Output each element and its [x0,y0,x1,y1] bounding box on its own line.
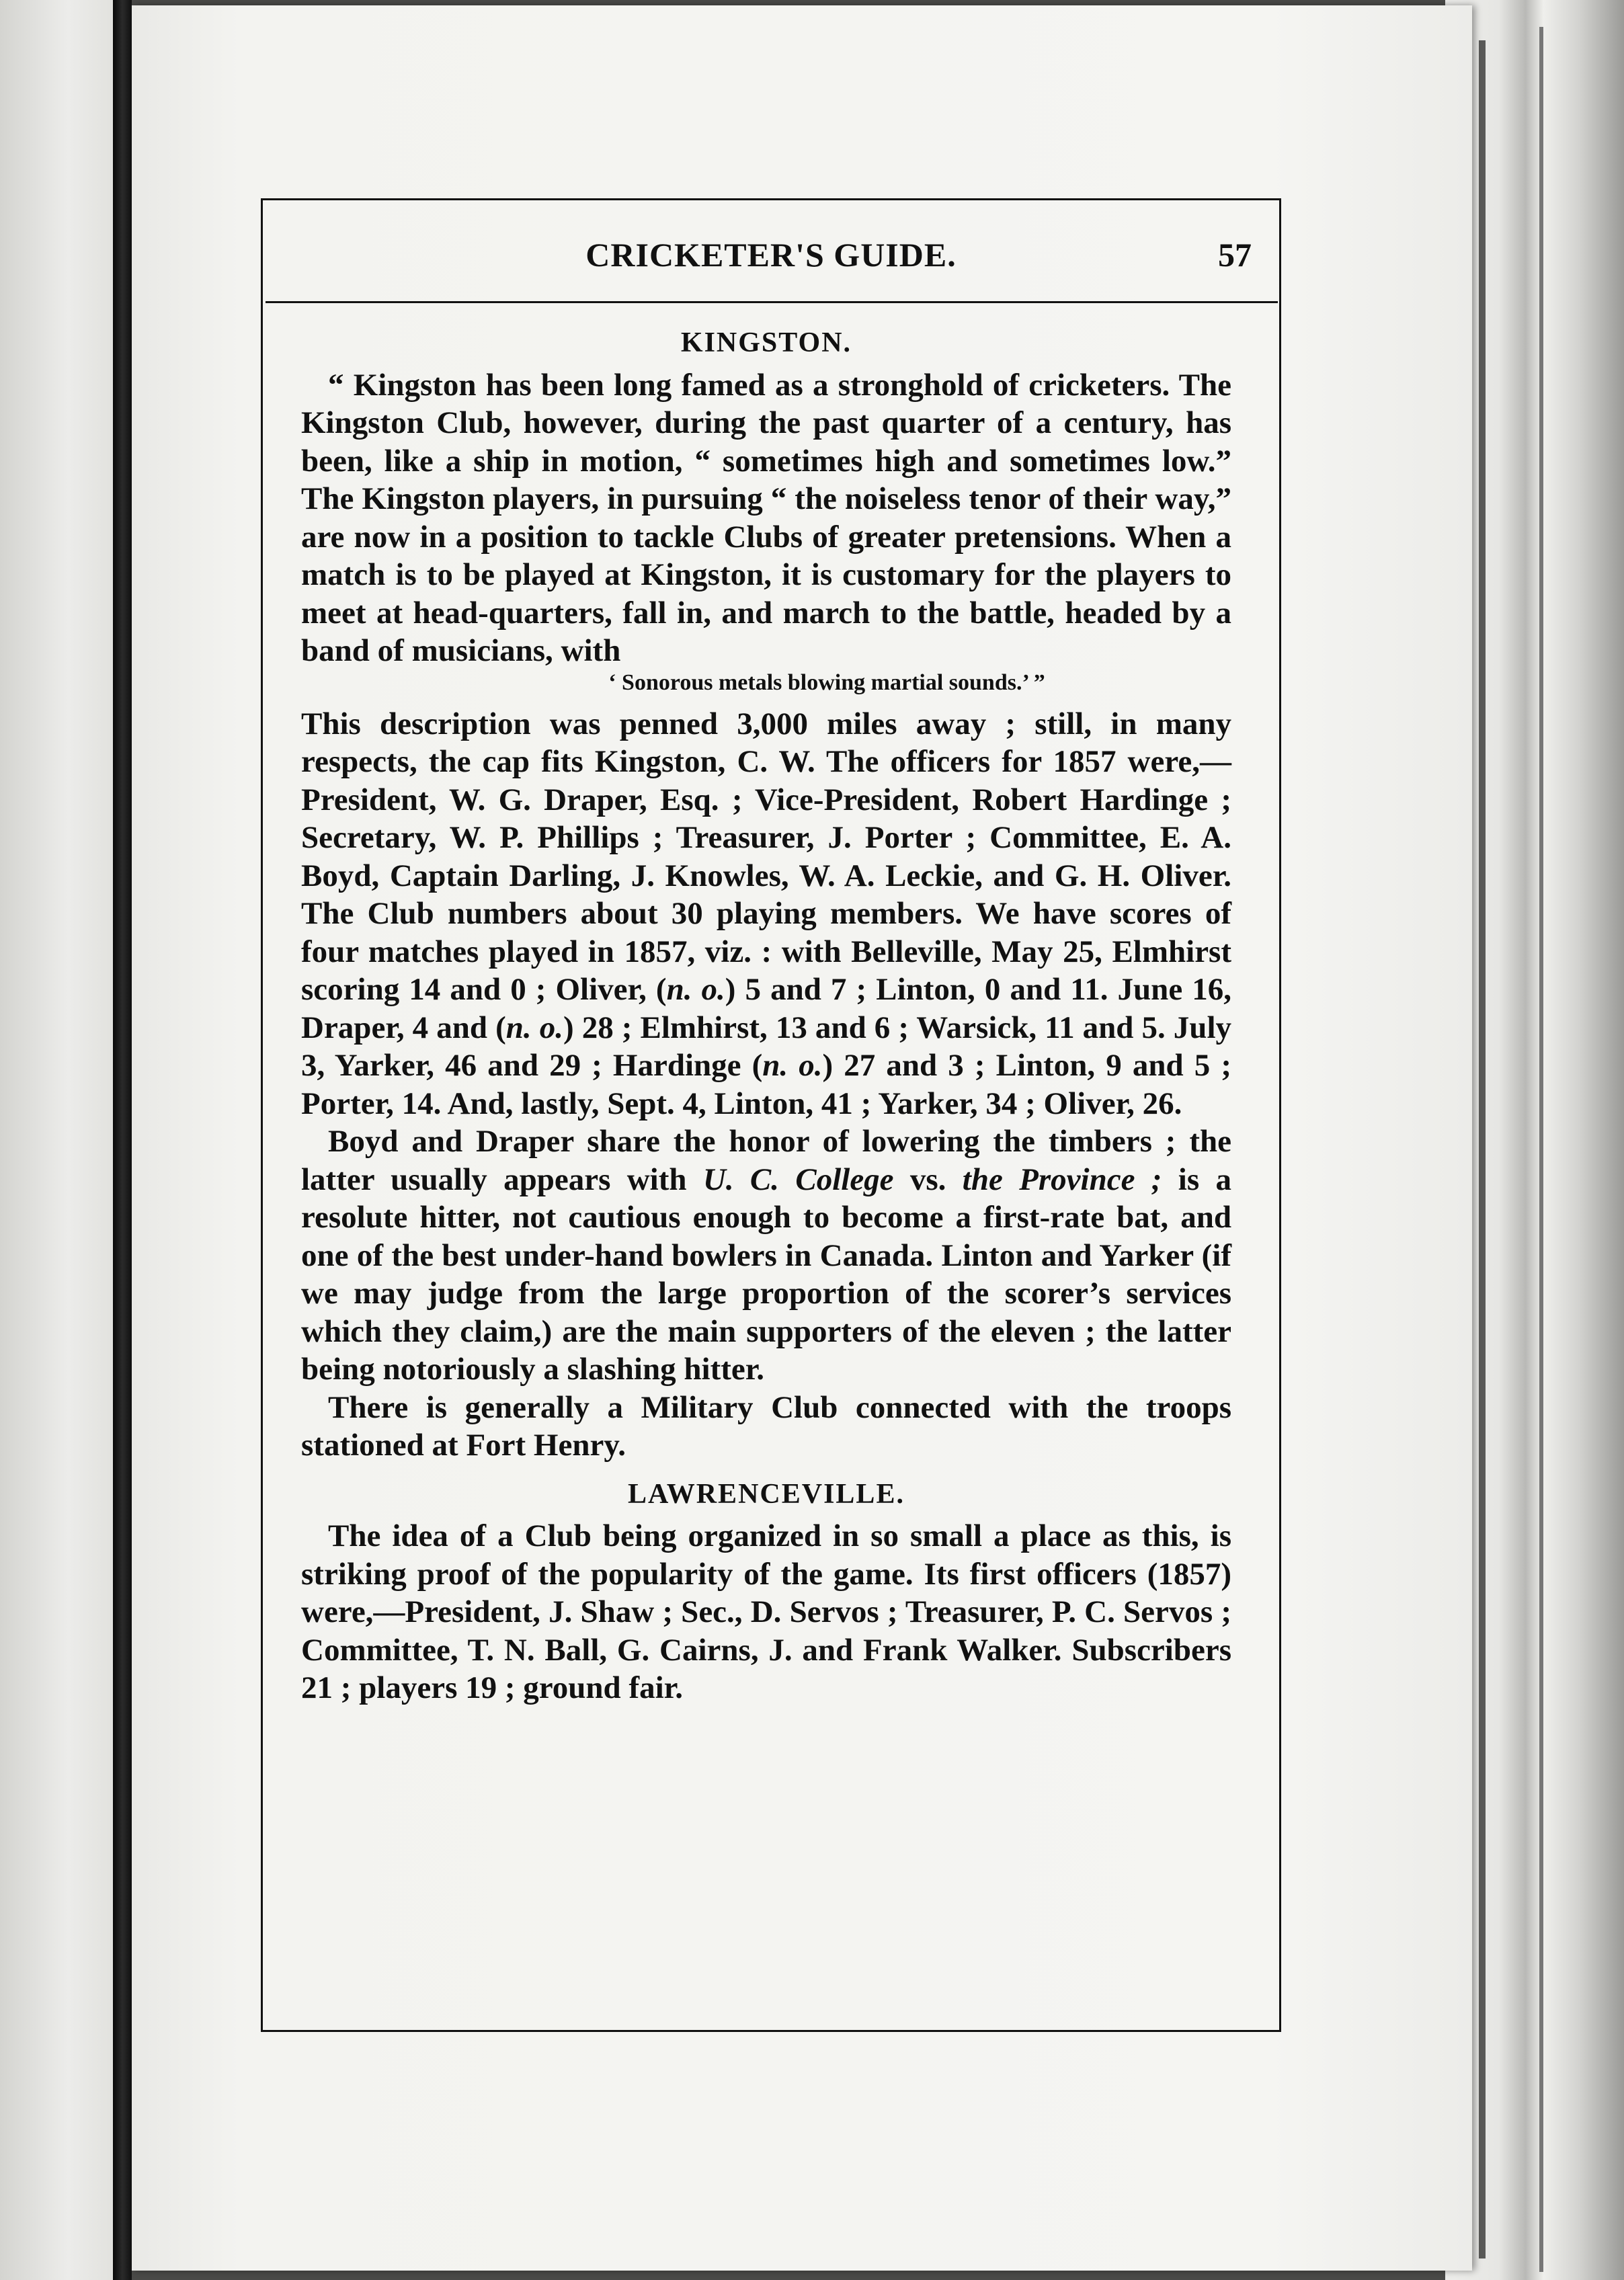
not-out-abbrev: n. o. [505,1010,563,1045]
paragraph-text: Boyd and Draper share the honor of lowering the timbers ; the latter usually appears with [301,1124,1231,1197]
paragraph-text: ) 5 and 7 ; Linton, 0 and 11. June 16, Draper, 4 and ( [301,972,1231,1045]
lawrenceville-paragraph-1: The idea of a Club being organized in so small a place as this, is striking proof of the popularity of the game. Its first officers (1857) were,—President, J. Shaw ; Sec., D. Servos ; Treasurer, P. C. Servos ; Committee, T. N. Ball, G. Cairns, J. and Frank Walker. Subscribers 21 ; players 19 ; ground fair. [301,1518,1231,1705]
section-gap [301,1465,1231,1473]
paragraph-text: vs. [893,1162,963,1197]
running-head [261,222,1281,302]
page-edge-line [1539,27,1543,2272]
paragraph-text: is a resolute hitter, not cautious enough to become a first-rate bat, and one of the best under-hand bowlers in Canada. Linton and Yarker (if we may judge from the large proportion of the scorer’s services which they claim,) are the main supporters of the eleven ; the latter being notoriously a slashing hitter. [301,1162,1232,1387]
kingston-paragraph-4: There is generally a Military Club connected with the troops stationed at Fort Henry. [301,1389,1231,1463]
not-out-abbrev: n. o. [666,972,725,1007]
kingston-paragraph-1: “ Kingston has been long famed as a stronghold of cricketers. The Kingston Club, however, during the past quarter of a century, has been, like a ship in motion, “ sometimes high and sometimes low.” The Kingston players, in pursuing “ the noiseless tenor of their way,” are now in a position to tackle Clubs of greater pretensions. When a match is to be played at Kingston, it is customary for the players to meet at head-quarters, fall in, and march to the battle, headed by a band of musicians, with [301,367,1231,668]
section-title-lawrenceville: LAWRENCEVILLE. [628,1478,905,1510]
left-page-edge [0,0,113,2280]
page-content [301,321,1231,1707]
paragraph-text: ) 28 ; Elmhirst, 13 and 6 ; Warsick, 11 and 5. July 3, Yarker, 46 and 29 ; Hardinge ( [301,1010,1232,1083]
kingston-paragraph-2 [301,705,1231,1123]
paragraph-text: ) 27 and 3 ; Linton, 9 and 5 ; Porter, 14. And, lastly, Sept. 4, Linton, 41 ; Yarker, 34 ; Oliver, 26. [301,1048,1232,1121]
not-out-abbrev: n. o. [762,1048,823,1083]
section-title-kingston: KINGSTON. [680,327,852,358]
header-rule [266,301,1278,303]
page-edge-line [1479,40,1486,2258]
kingston-paragraph-3 [301,1123,1231,1389]
running-head-title: CRICKETER'S GUIDE. [585,236,957,274]
province-name: the Province ; [962,1162,1162,1197]
verse-quote: ‘ Sonorous metals blowing martial sounds.’ ” [608,669,1045,695]
book-gutter [113,0,132,2280]
page-number: 57 [1218,236,1252,274]
paragraph-text: This description was penned 3,000 miles away ; still, in many respects, the cap fits Kingston, C. W. The officers for 1857 were,—President, W. G. Draper, Esq. ; Vice-President, Robert Hardinge ; Secretary, W. P. Phillips ; Treasurer, J. Porter ; Committee, E. A. Boyd, Captain Darling, J. Knowles, W. A. Leckie, and G. H. Oliver. The Club numbers about 30 playing members. We have scores of four matches played in 1857, viz. : with Belleville, May 25, Elmhirst scoring 14 and 0 ; Oliver, ( [301,706,1231,1007]
college-name: U. C. College [702,1162,894,1197]
